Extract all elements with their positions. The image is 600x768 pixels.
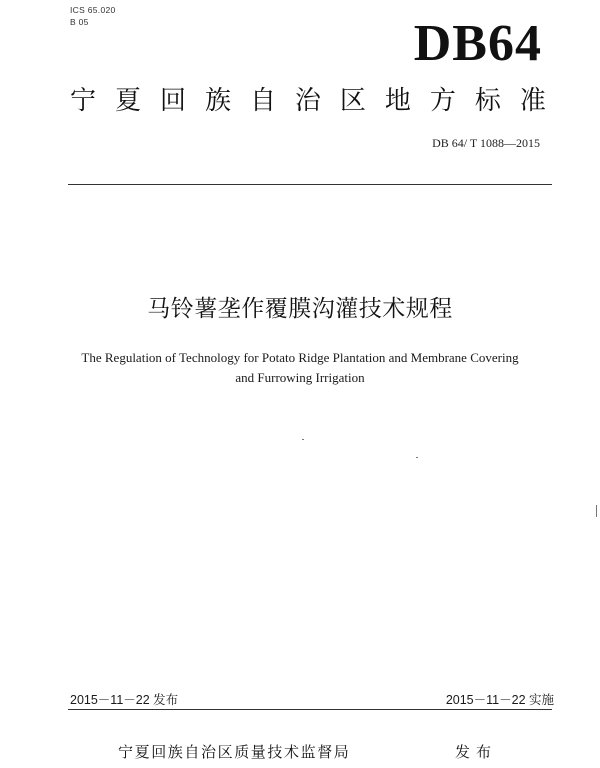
standard-logo: DB64 [413, 15, 542, 72]
chinese-title: 马铃薯垄作覆膜沟灌技术规程 [147, 296, 453, 322]
implementation-date: 2015－11－22 实施 [445, 693, 554, 707]
scan-edge-mark [596, 505, 597, 517]
authority-char: 回 [159, 86, 186, 116]
authority-char: 地 [384, 86, 411, 116]
issue-date: 2015－11－22 发布 [70, 693, 179, 707]
authority-char: 区 [339, 86, 366, 116]
publish-label: 发布 [455, 743, 498, 761]
authority-char: 准 [519, 86, 546, 116]
publishing-authority: 宁夏回族自治区质量技术监督局 [118, 743, 351, 761]
authority-char: 夏 [114, 86, 141, 116]
authority-char: 族 [204, 86, 231, 116]
english-title [52, 348, 548, 388]
authority-char: 自 [249, 86, 276, 116]
ics-code: ICS 65.020 [70, 5, 116, 15]
scan-speck [416, 457, 418, 458]
scan-speck [302, 439, 304, 440]
authority-char: 方 [429, 86, 456, 116]
ccs-code: B 05 [70, 17, 89, 27]
standard-number: DB 64/ T 1088—2015 [432, 136, 540, 150]
authority-char: 标 [474, 86, 501, 116]
footer-divider [68, 709, 552, 710]
header-divider [68, 184, 552, 185]
authority-char: 治 [294, 86, 321, 116]
issuing-authority-heading [70, 86, 546, 116]
english-title-line-2: and Furrowing Irrigation [235, 370, 365, 385]
authority-char: 宁 [70, 86, 97, 116]
english-title-line-1: The Regulation of Technology for Potato Ridge Plantation and Membrane Covering [81, 350, 519, 365]
